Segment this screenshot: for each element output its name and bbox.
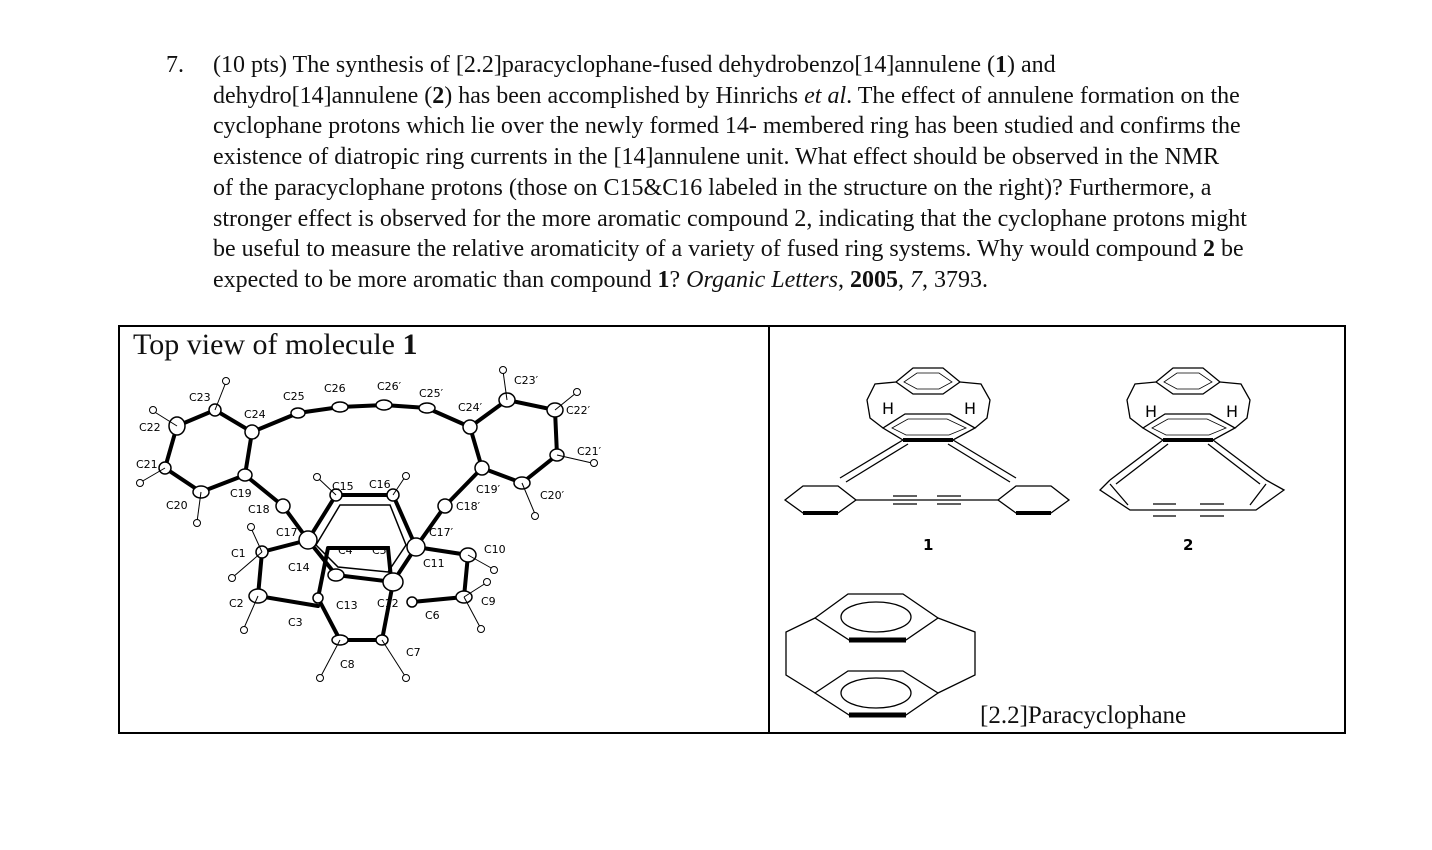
atom-label: C2 xyxy=(229,597,244,610)
atom-label: C21 xyxy=(136,458,158,471)
h-label: H xyxy=(1145,402,1158,421)
text-run: 1 xyxy=(994,52,1007,78)
atom-label: C10 xyxy=(484,543,506,556)
paracyclophane-structure xyxy=(786,594,975,715)
atom-label: C19′ xyxy=(476,483,501,496)
atom-label: C17′ xyxy=(429,526,454,539)
text-run: of the paracyclophane protons (those on C15&C16 labeled in the structure on the right)? Furthermore, a xyxy=(213,174,1212,201)
atom-label: C13 xyxy=(336,599,358,612)
h-label: H xyxy=(964,399,977,418)
compound-2-label: 2 xyxy=(1183,536,1194,554)
text-run: (10 pts) The synthesis of [2.2]paracyclophane-fused dehydrobenzo[14]annulene ( xyxy=(213,52,995,78)
text-run: , xyxy=(897,266,910,293)
atom-label: C18′ xyxy=(456,500,481,513)
atom-label: C15 xyxy=(332,480,354,493)
question-line xyxy=(213,265,1373,296)
ortep-structure xyxy=(120,360,766,690)
atom-label: C7 xyxy=(406,646,421,659)
text-run: stronger effect is observed for the more aromatic compound 2, indicating that the cyclophane protons might xyxy=(213,205,1247,232)
text-run: 7 xyxy=(909,266,922,293)
left-panel-title xyxy=(133,328,418,362)
left-title-text: Top view of molecule xyxy=(133,328,403,361)
question-line xyxy=(213,142,1373,173)
text-run: ? xyxy=(669,266,687,293)
atom-label: C23′ xyxy=(514,374,539,387)
atom-label: C6 xyxy=(425,609,440,622)
text-run: 2 xyxy=(1202,236,1215,263)
atom-label: C16 xyxy=(369,478,391,491)
atom-label: C23 xyxy=(189,391,211,404)
question-line xyxy=(213,111,1373,142)
question-line xyxy=(213,234,1373,265)
text-run: 2 xyxy=(432,82,445,109)
compound-1-structure xyxy=(785,368,1069,513)
atom-label: C5 xyxy=(372,544,387,557)
atom-label: C20′ xyxy=(540,489,565,502)
text-run: , 3793. xyxy=(921,266,988,293)
atom-label: C8 xyxy=(340,658,355,671)
line-structures xyxy=(771,328,1344,732)
atom-label: C3 xyxy=(288,616,303,629)
h-label: H xyxy=(882,399,895,418)
text-run: expected to be more aromatic than compound xyxy=(213,266,658,293)
atom-label: C17 xyxy=(276,526,298,539)
figure-divider xyxy=(768,325,770,734)
text-run: cyclophane protons which lie over the newly formed 14- membered ring has been studied and confirms the xyxy=(213,113,1241,140)
atom-label: C26′ xyxy=(377,380,402,393)
question-line xyxy=(213,81,1373,112)
atom-label: C1 xyxy=(231,547,246,560)
text-run: existence of diatropic ring currents in the [14]annulene unit. What effect should be observed in the NMR xyxy=(213,144,1220,171)
question-line xyxy=(213,50,1373,81)
text-run: be xyxy=(1214,236,1244,263)
text-run: ) and xyxy=(1006,52,1056,78)
h-label: H xyxy=(1226,402,1239,421)
text-run: 1 xyxy=(657,266,670,293)
atom-label: C25′ xyxy=(419,387,444,400)
compound-2-structure xyxy=(1100,368,1284,516)
text-run: dehydro[14]annulene ( xyxy=(213,82,433,109)
paracyclophane-label: [2.2]Paracyclophane xyxy=(980,702,1187,729)
question-line xyxy=(213,204,1373,235)
atom-label: C12 xyxy=(377,597,399,610)
atom-label: C24′ xyxy=(458,401,483,414)
text-run: 2005 xyxy=(849,266,898,293)
text-run: , xyxy=(837,266,850,293)
atom-label: C26 xyxy=(324,382,346,395)
atom-label: C18 xyxy=(248,503,270,516)
text-run: . The effect of annulene formation on the xyxy=(846,82,1240,109)
question-number: 7. xyxy=(166,52,184,78)
atom-label: C11 xyxy=(423,557,445,570)
atom-label: C21′ xyxy=(577,445,602,458)
left-title-bold: 1 xyxy=(402,328,418,361)
atom-label: C24 xyxy=(244,408,266,421)
text-run: be useful to measure the relative aromaticity of a variety of fused ring systems. Why would compound xyxy=(213,236,1203,263)
compound-1-label: 1 xyxy=(923,536,934,554)
atom-label: C25 xyxy=(283,390,305,403)
atom-label: C20 xyxy=(166,499,188,512)
atom-label: C22′ xyxy=(566,404,591,417)
atom-label: C19 xyxy=(230,487,252,500)
text-run: Organic Letters xyxy=(686,266,838,293)
atom-label: C9 xyxy=(481,595,496,608)
text-run: et al xyxy=(804,82,847,109)
atom-label: C4 xyxy=(338,544,353,557)
atom-label: C14 xyxy=(288,561,310,574)
question-line xyxy=(213,173,1373,204)
text-run: ) has been accomplished by Hinrichs xyxy=(444,82,805,109)
question-text xyxy=(213,50,1373,296)
atom-label: C22 xyxy=(139,421,161,434)
